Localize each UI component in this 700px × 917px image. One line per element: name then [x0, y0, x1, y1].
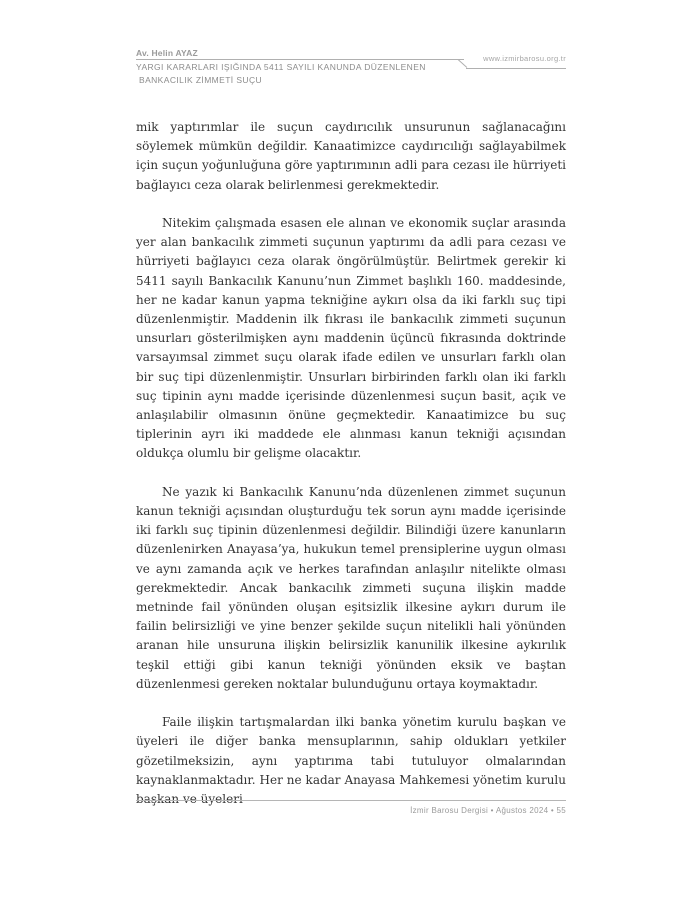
header-rule-diagonal — [458, 59, 468, 68]
header-rule-right — [466, 68, 566, 69]
footer-rule — [136, 800, 566, 801]
header-rule — [136, 59, 464, 60]
author-name: Av. Helin AYAZ — [136, 48, 198, 58]
paragraph: Faile ilişkin tartışmalardan ilki banka yönetim kurulu başkan ve üyeleri ile diğer banka mensuplarının, sahip oldukları yetkiler gözetilmeksizin, aynı yaptırıma tabi tutuluyor olmalarından kaynaklanmaktadır. Her ne kadar Anayasa Mahkemesi yönetim kurulu başkan ve üyeleri — [136, 715, 566, 807]
paragraph: Nitekim çalışmada esasen ele alınan ve ekonomik suçlar arasında yer alan bankacılık zimmeti suçunun yaptırımı da adli para cezası ve hürriyeti bağlayıcı ceza olarak öngörülmüştür. Belirtmek gerekir ki 5411 sayılı Bankacılık Kanunu’nun Zimmet başlıklı 160. maddesinde, her ne kadar kanun yapma tekniğine aykırı olsa da iki farklı suç tipi düzenlenmiştir. Maddenin ilk fıkrası ile bankacılık zimmeti suçunun unsurları gösterilmişken aynı maddenin üçüncü fıkrasında doktrinde varsayımsal zimmet suçu olarak ifade edilen ve unsurları farklı olan bir suç tipi düzenlenmiştir. Unsurları birbirinden farklı olan iki farklı suç tipinin aynı madde içerisinde düzenlenmesi suçun basit, açık ve anlaşılabilir olmasının önüne geçmektedir. Kanaatimizce bu suç tiplerinin ayrı iki maddede ele alınması kanun tekniği açısından oldukça olumlu bir gelişme olacaktır. — [136, 216, 566, 461]
page-footer: İzmir Barosu Dergisi • Ağustos 2024 • 55 — [410, 806, 566, 815]
paragraph: Ne yazık ki Bankacılık Kanunu’nda düzenlenen zimmet suçunun kanun tekniği açısından oluşturduğu tek sorun aynı madde içerisinde iki farklı suç tipinin düzenlenmesi değildir. Bilindiği üzere kanunların düzenlenirken Anayasa’ya, hukukun temel prensiplerine uygun olması ve aynı zamanda açık ve herkes tarafından anlaşılır nitelikte olması gerekmektedir. Ancak bankacılık zimmeti suçuna ilişkin madde metninde fail yönünden oluşan eşitsizlik ilkesine aykırı durum ile failin belirsizliği ve yine benzer şekilde suçun nitelikli hali yönünden aranan hile unsuruna ilişkin belirsizlik kanunilik ilkesine aykırılık teşkil ettiği gibi kanun tekniği yönünden eksik ve baştan düzenlenmesi gereken noktalar bulunduğunu ortaya koymaktadır. — [136, 484, 566, 691]
paragraph: mik yaptırımlar ile suçun caydırıcılık unsurunun sağlanacağını söylemek mümkün değildir. Kanaatimizce caydırıcılığı sağlayabilmek için suçun yoğunluğuna göre yaptırımının adli para cezası ile hürriyeti bağlayıcı ceza olarak belirlenmesi gerekmektedir. — [136, 120, 566, 192]
article-body — [136, 118, 566, 828]
running-title-line-1: YARGI KARARLARI IŞIĞINDA 5411 SAYILI KANUNDA DÜZENLENEN — [136, 62, 426, 72]
page-header — [136, 48, 566, 92]
running-title-line-2: BANKACILIK ZİMMETİ SUÇU — [139, 75, 263, 85]
site-url: www.izmirbarosu.org.tr — [483, 54, 566, 63]
